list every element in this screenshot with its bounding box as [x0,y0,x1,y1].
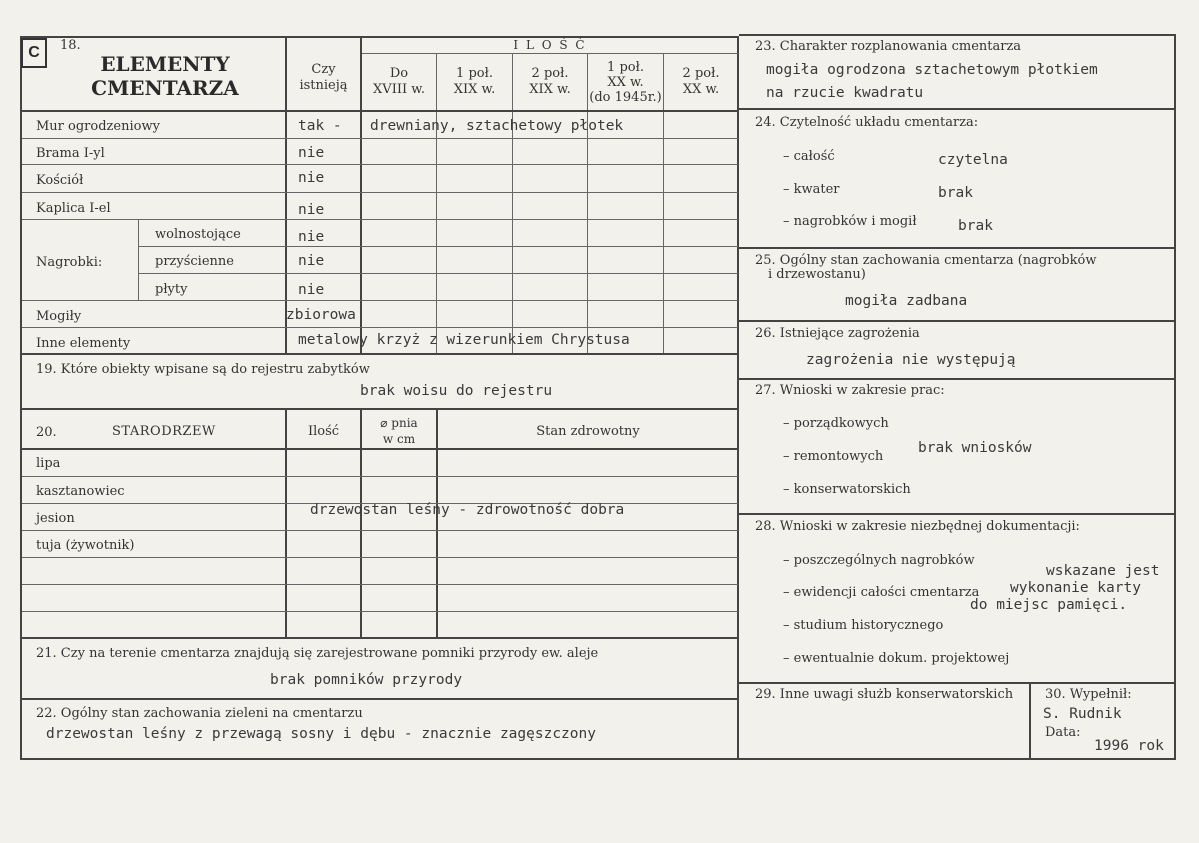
period-divider-1 [436,53,437,354]
s19-value: brak woisu do rejestru [360,383,553,399]
period-4-line-1: 1 poł. [607,60,644,75]
row-label-mogily: Mogiły [36,309,82,324]
s25-label-2: i drzewostanu) [768,267,866,282]
s27-item-3: – konserwatorskich [783,482,911,497]
period-1-line-1: Do [389,66,409,81]
section-28-bottom [739,682,1176,684]
s26-label: 26. Istniejące zagrożenia [755,326,920,341]
frame-right [1174,34,1176,760]
section-26-bottom [739,378,1176,380]
s22-value: drzewostan leśny z przewagą sosny i dębu - znacznie zagęszczony [46,726,596,742]
period-1-line-2: XVIII w. [373,82,425,97]
section-27-bottom [739,513,1176,515]
tree-tuja: tuja (żywotnik) [36,538,135,553]
s28-item-1: – poszczególnych nagrobków [783,553,975,568]
row-value-mogily: zbiorowa [286,307,356,323]
s24-item-3-label: – nagrobków i mogił [783,214,917,229]
s20-divider-1 [285,410,287,638]
section-18-bottom [20,353,738,355]
row-value-inne: metalowy krzyż z wizerunkiem Chrystusa [298,332,630,348]
row-line-8 [22,327,738,328]
s24-label: 24. Czytelność układu cmentarza: [755,115,979,130]
s28-item-4: – ewentualnie dokum. projektowej [783,651,1010,666]
s23-label: 23. Charakter rozplanowania cmentarza [755,39,1022,54]
row-label-inne: Inne elementy [36,336,131,351]
period-4-line-2: XX w. [607,75,644,90]
frame-bottom [20,758,1176,760]
row-label-przyscienne: przyścienne [155,254,234,269]
s28-label: 28. Wnioski w zakresie niezbędnej dokumentacji: [755,519,1080,534]
row-value-wolnostojace: nie [298,229,325,245]
section-19-bottom [20,408,738,410]
s24-item-1-value: czytelna [938,152,1008,168]
s30-name: S. Rudnik [1043,706,1122,722]
period-3-line-1: 2 poł. [531,66,569,81]
period-5-line-1: 2 poł. [682,66,720,81]
s20-col-pnia-1: ⌀ pnia [380,416,418,430]
row-line-5 [138,246,738,247]
row-label-plyty: płyty [155,282,188,297]
frame-middle [737,36,739,760]
row-label-nagrobki: Nagrobki: [36,255,103,270]
s23-value-1: mogiła ogrodzona sztachetowym płotkiem [766,62,1098,78]
row-value-kaplica: nie [298,202,325,218]
row-line-6 [138,273,738,274]
s25-value: mogiła zadbana [845,293,968,309]
row-line-3 [22,192,738,193]
s20-divider-3 [436,410,438,638]
period-4-line-3: (do 1945r.) [589,90,662,105]
s20-divider-2 [360,410,362,638]
row-label-mur: Mur ogrodzeniowy [36,119,160,134]
s21-value: brak pomników przyrody [270,672,463,688]
s20-number: 20. [36,425,57,440]
row-value-przyscienne: nie [298,253,325,269]
s30-date-label: Data: [1045,725,1081,740]
row-value-kosciol: nie [298,170,325,186]
ilosc-header: I L O Ś Ć [513,38,587,52]
frame-left [20,36,22,760]
period-3-line-2: XIX w. [529,82,571,97]
s27-label: 27. Wnioski w zakresie prac: [755,383,945,398]
section-23-bottom [739,108,1176,110]
row-label-kaplica: Kaplica I-el [36,201,111,216]
s28-item-3: – studium historycznego [783,618,944,633]
s24-item-2-value: brak [938,185,973,201]
s20-row-line-4 [22,557,738,558]
title-line-2: CMENTARZA [91,76,239,100]
s19-label: 19. Które obiekty wpisane są do rejestru zabytków [36,362,370,377]
s24-item-2-label: – kwater [783,182,840,197]
row-value-brama: nie [298,145,325,161]
s22-label: 22. Ogólny stan zachowania zieleni na cmentarzu [36,706,363,721]
ilosc-underline [362,53,738,54]
tree-jesion: jesion [36,511,75,526]
s20-row-line-5 [22,584,738,585]
s20-col-stan: Stan zdrowotny [536,424,640,439]
s27-value: brak wniosków [918,440,1032,456]
s21-label: 21. Czy na terenie cmentarza znajdują się zarejestrowane pomniki przyrody ew. aleje [36,646,599,661]
mur-detail: drewniany, sztachetowy płotek [370,118,624,134]
s20-col-pnia-2: w cm [382,432,416,446]
s20-col-ilosc: Ilość [307,424,340,439]
s20-header-bottom [20,448,738,450]
section-20-bottom [20,637,738,639]
period-divider-2 [512,53,513,354]
col-exists-1: Czy [311,62,336,77]
row-value-plyty: nie [298,282,325,298]
section-21-bottom [20,698,738,700]
period-5-line-2: XX w. [682,82,720,97]
s30-date: 1996 rok [1094,738,1164,754]
s28-value-2: wykonanie karty [1010,580,1141,596]
s20-header: STARODRZEW [112,424,216,439]
section-25-bottom [739,320,1176,322]
s20-value: drzewostan leśny - zdrowotność dobra [310,502,625,518]
nagrobki-divider [138,219,139,300]
period-2-line-2: XIX w. [453,82,496,97]
period-2-line-1: 1 poł. [456,66,493,81]
s27-item-2: – remontowych [783,449,884,464]
row-value-mur: tak - [298,118,342,134]
period-divider-4 [663,53,664,354]
s28-value-3: do miejsc pamięci. [970,597,1128,613]
row-label-kosciol: Kościół [36,173,84,188]
title-line-1: ELEMENTY [100,52,230,76]
row-label-brama: Brama I-yl [36,146,105,161]
s28-value-1: wskazane jest [1046,563,1160,579]
tree-lipa: lipa [36,456,61,471]
s20-row-line-1 [22,476,738,477]
header-bottom-line [20,110,738,112]
row-line-1 [22,138,738,139]
section-number: 18. [60,38,81,53]
s30-label: 30. Wypełnił: [1045,687,1132,702]
row-line-4 [22,219,738,220]
section-letter-box: C [21,38,47,68]
row-line-7 [22,300,738,301]
s24-item-1-label: – całość [783,149,835,164]
s23-value-2: na rzucie kwadratu [766,85,924,101]
frame-top-right [739,34,1176,36]
s28-item-2: – ewidencji całości cmentarza [783,585,980,600]
row-line-2 [22,164,738,165]
s29-s30-divider [1029,684,1031,758]
s29-label: 29. Inne uwagi służb konserwatorskich [755,687,1014,702]
col-exists-2: istnieją [299,78,348,93]
s27-item-1: – porządkowych [783,416,889,431]
tree-kasztanowiec: kasztanowiec [36,484,125,499]
s24-item-3-value: brak [958,218,993,234]
s20-row-line-6 [22,611,738,612]
row-label-wolnostojace: wolnostojące [155,227,241,242]
s26-value: zagrożenia nie występują [806,352,1016,368]
s20-row-line-3 [22,530,738,531]
s25-label-1: 25. Ogólny stan zachowania cmentarza (nagrobków [755,253,1097,268]
section-24-bottom [739,247,1176,249]
